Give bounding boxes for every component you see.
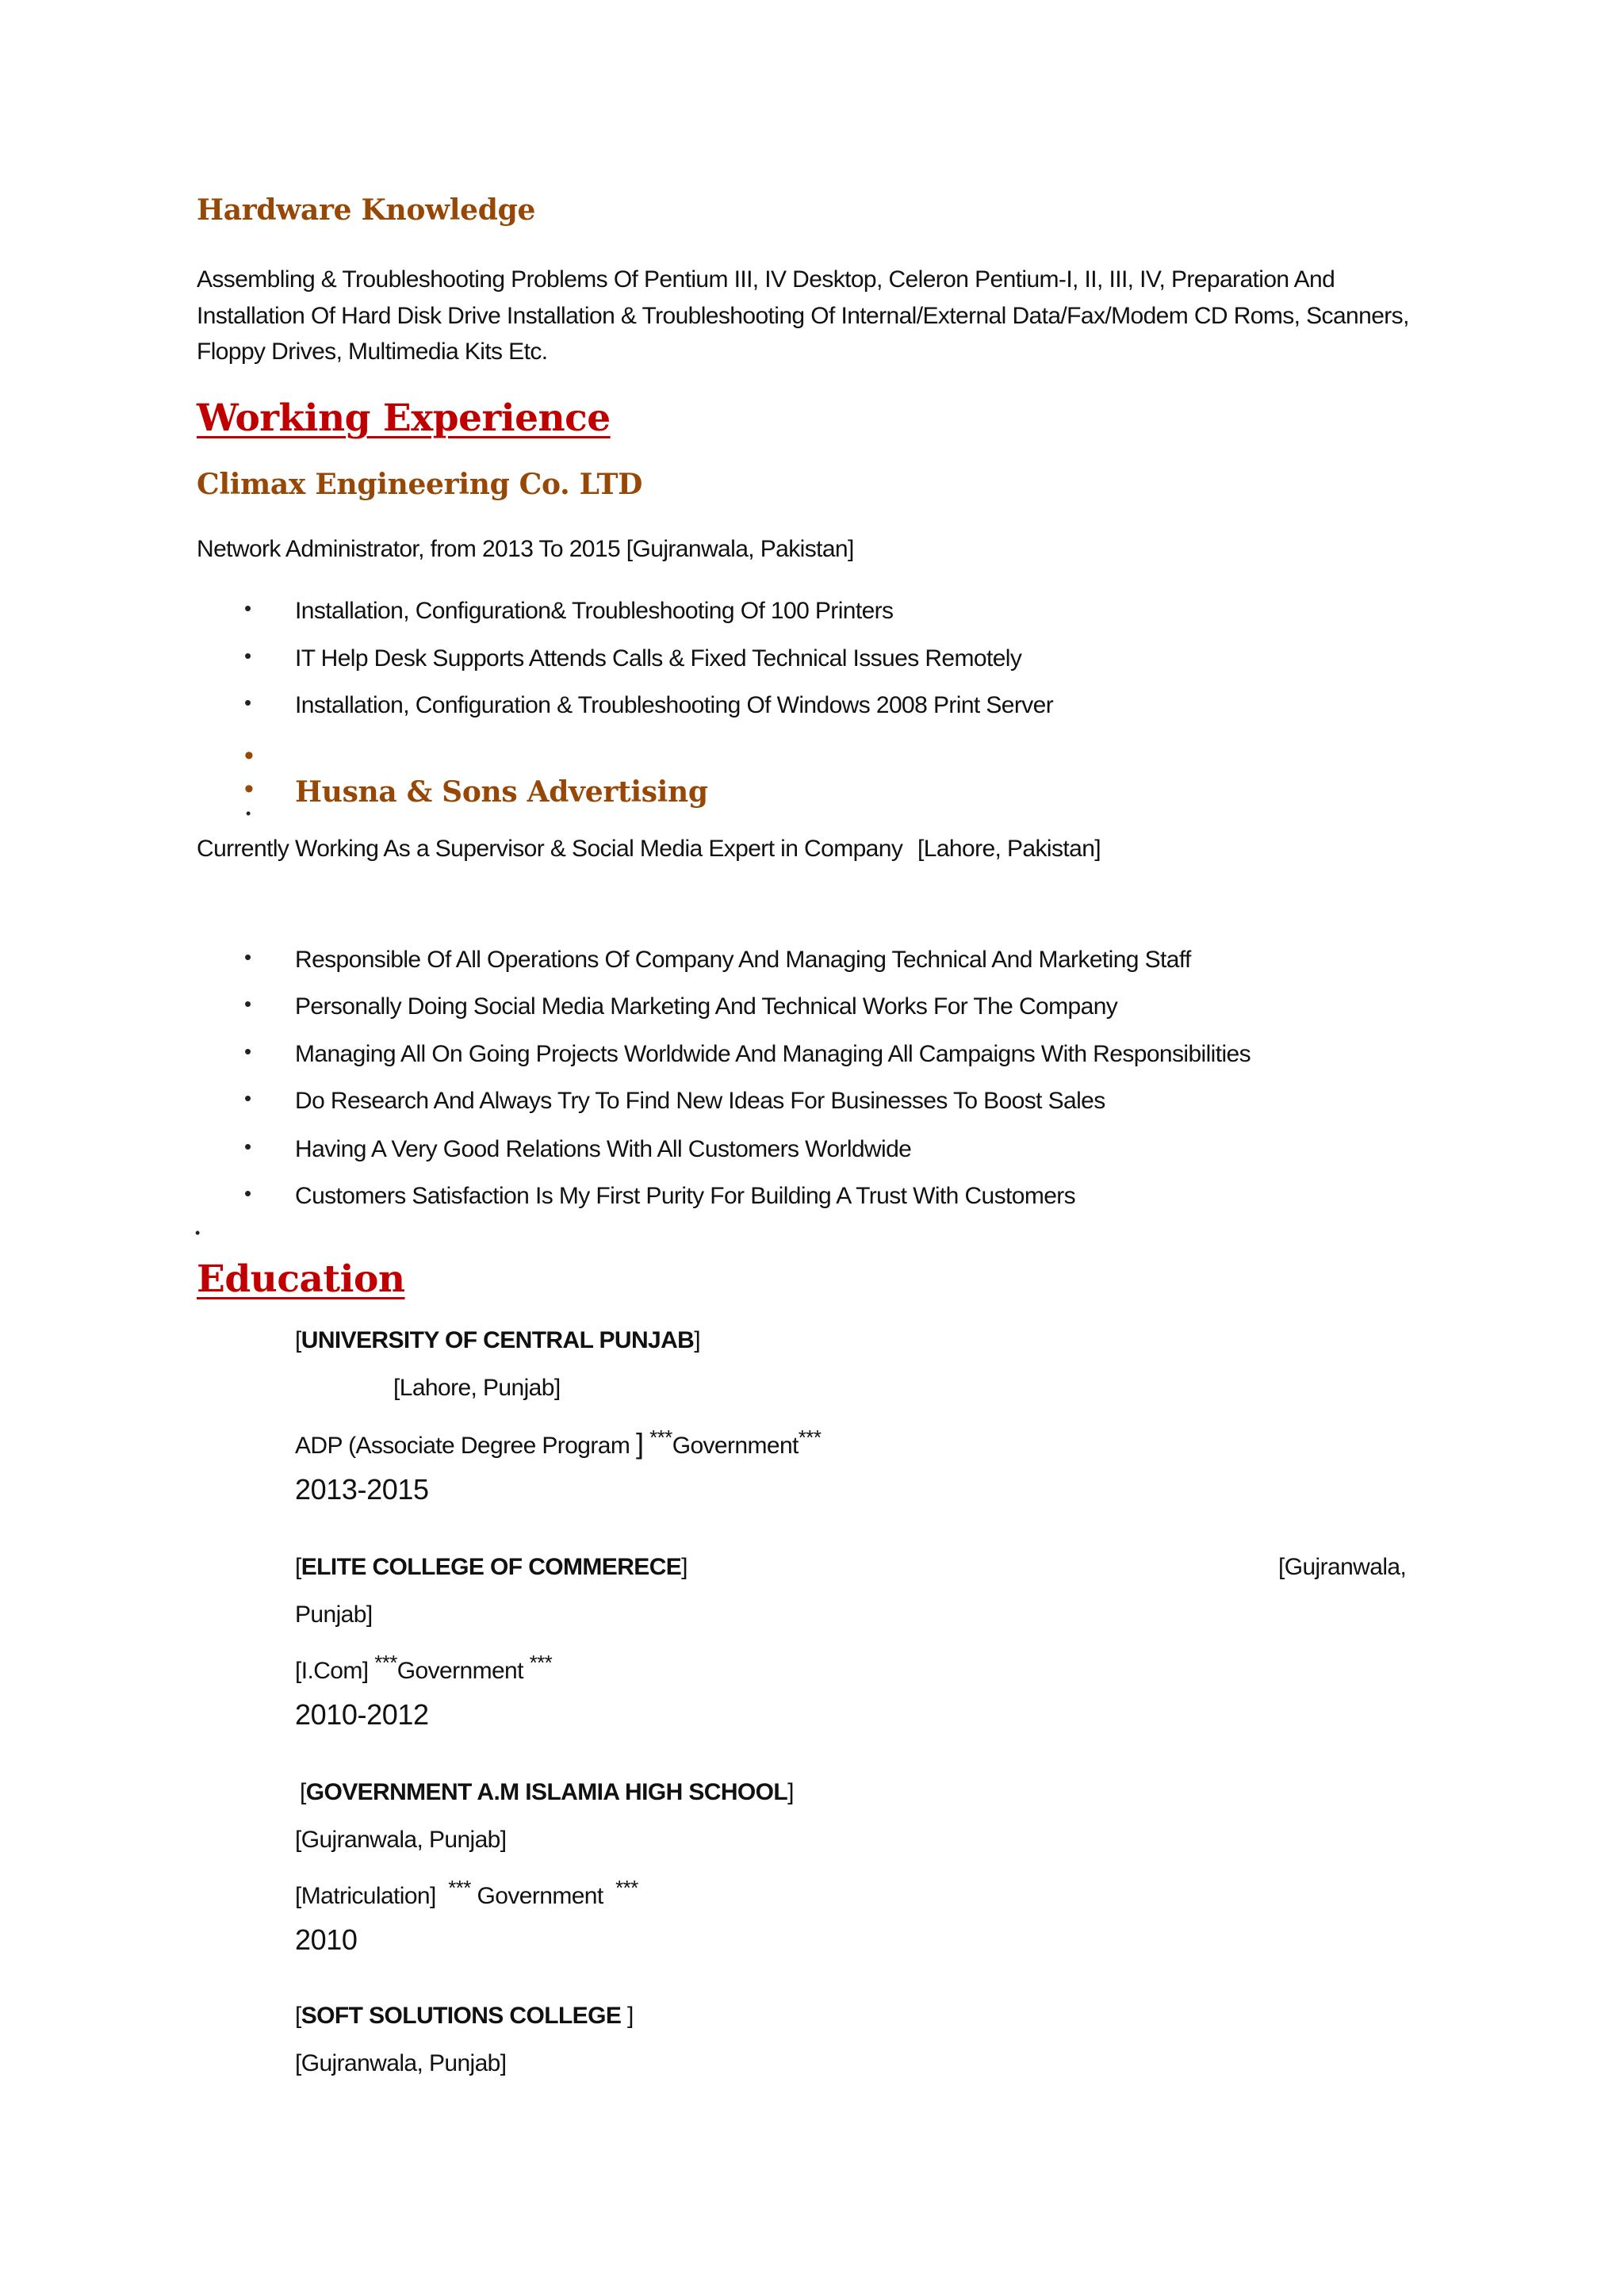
edu-1-stars-close: *** <box>798 1425 822 1449</box>
job-1-bullet-1: Installation, Configuration& Troubleshooting Of 100 Printers <box>295 598 894 624</box>
edu-1-years: 2013-2015 <box>295 1473 429 1506</box>
edu-2-program <box>295 1651 552 1685</box>
job-2-bullet-5: Having A Very Good Relations With All Customers Worldwide <box>295 1136 912 1162</box>
job-1-bullet-3: Installation, Configuration & Troubleshooting Of Windows 2008 Print Server <box>295 692 1054 718</box>
edu-1-program: ADP (Associate Degree Program ] ***Government*** <box>295 1425 822 1460</box>
work-heading: Working Experience <box>197 396 611 440</box>
edu-1-school: [UNIVERSITY OF CENTRAL PUNJAB] <box>295 1327 700 1353</box>
edu-2-school: [ELITE COLLEGE OF COMMERECE] <box>295 1554 688 1580</box>
edu-4-school: [SOFT SOLUTIONS COLLEGE ] <box>295 2003 634 2029</box>
job-2-bullet-3: Managing All On Going Projects Worldwide And Managing All Campaigns With Responsibilities <box>295 1041 1251 1067</box>
job-2-company: Husna & Sons Advertising <box>295 775 708 809</box>
edu-3-location: [Gujranwala, Punjab] <box>295 1827 507 1853</box>
edu-3-gov: Government <box>477 1883 603 1909</box>
hardware-line-3: Floppy Drives, Multimedia Kits Etc. <box>197 339 548 365</box>
edu-2-gov: Government <box>396 1658 523 1684</box>
bullet-glyph: • <box>244 1181 252 1205</box>
bullet-glyph: • <box>244 1039 252 1063</box>
edu-1-program-name: ADP (Associate Degree Program <box>295 1433 630 1459</box>
edu-3-years: 2010 <box>295 1923 358 1956</box>
edu-3-school-name: GOVERNMENT A.M ISLAMIA HIGH SCHOOL <box>305 1779 788 1805</box>
edu-4-school-name: SOFT SOLUTIONS COLLEGE <box>301 2003 622 2029</box>
edu-2-stars-open: *** <box>374 1651 397 1674</box>
bullet-glyph: • <box>244 1135 252 1158</box>
edu-2-school-name: ELITE COLLEGE OF COMMERECE <box>301 1554 682 1580</box>
edu-2-program-name: [I.Com] <box>295 1658 369 1684</box>
edu-1-school-name: UNIVERSITY OF CENTRAL PUNJAB <box>301 1327 695 1353</box>
small-bullet-glyph: • <box>195 1225 201 1241</box>
job-1-bullet-2: IT Help Desk Supports Attends Calls & Fixed Technical Issues Remotely <box>295 645 1022 672</box>
job-2-bullet-1: Responsible Of All Operations Of Company And Managing Technical And Marketing Staff <box>295 947 1191 973</box>
edu-4-location: [Gujranwala, Punjab] <box>295 2050 507 2076</box>
job-2-bullet-4: Do Research And Always Try To Find New Ideas For Businesses To Boost Sales <box>295 1088 1105 1114</box>
education-heading: Education <box>197 1257 405 1301</box>
small-bullet-glyph: • <box>246 806 251 821</box>
edu-3-school: [GOVERNMENT A.M ISLAMIA HIGH SCHOOL] <box>300 1779 794 1805</box>
hardware-line-1: Assembling & Troubleshooting Problems Of Pentium III, IV Desktop, Celeron Pentium-I, II, III, IV, Preparation And <box>197 266 1335 293</box>
edu-1-stars-open: *** <box>649 1425 672 1449</box>
job-2-bullet-6: Customers Satisfaction Is My First Purity For Building A Trust With Customers <box>295 1183 1076 1209</box>
bullet-glyph: • <box>244 992 252 1016</box>
edu-1-location: [Lahore, Punjab] <box>393 1375 561 1401</box>
edu-2-years: 2010-2012 <box>295 1698 429 1731</box>
edu-3-program-name: [Matriculation] <box>295 1883 436 1909</box>
bullet-glyph: • <box>244 945 252 969</box>
bullet-glyph: • <box>244 644 252 668</box>
job-2-role: Currently Working As a Supervisor & Social Media Expert in Company <box>197 836 903 862</box>
bullet-glyph: • <box>244 1086 252 1110</box>
edu-3-program <box>295 1876 638 1910</box>
empty-bullet-glyph: • <box>244 740 254 771</box>
hardware-heading: Hardware Knowledge <box>197 193 536 227</box>
edu-2-location-b: Punjab] <box>295 1601 373 1628</box>
edu-1-gov: Government <box>672 1433 799 1459</box>
bullet-glyph: • <box>244 596 252 620</box>
bullet-glyph: • <box>244 691 252 714</box>
hardware-line-2: Installation Of Hard Disk Drive Installation & Troubleshooting Of Internal/External Data/Fax/Modem CD Roms, Scanners, <box>197 303 1409 329</box>
job-1-role: Network Administrator, from 2013 To 2015 [Gujranwala, Pakistan] <box>197 536 854 562</box>
edu-2-location-a: [Gujranwala, <box>1278 1554 1407 1580</box>
edu-3-stars-open: *** <box>448 1876 471 1900</box>
edu-2-stars-close: *** <box>529 1651 553 1674</box>
job-2-bullet-2: Personally Doing Social Media Marketing And Technical Works For The Company <box>295 993 1118 1020</box>
edu-3-stars-close: *** <box>615 1876 638 1900</box>
job-2-location: [Lahore, Pakistan] <box>917 836 1101 862</box>
bullet-glyph: • <box>244 774 254 804</box>
job-1-company: Climax Engineering Co. LTD <box>197 468 643 501</box>
